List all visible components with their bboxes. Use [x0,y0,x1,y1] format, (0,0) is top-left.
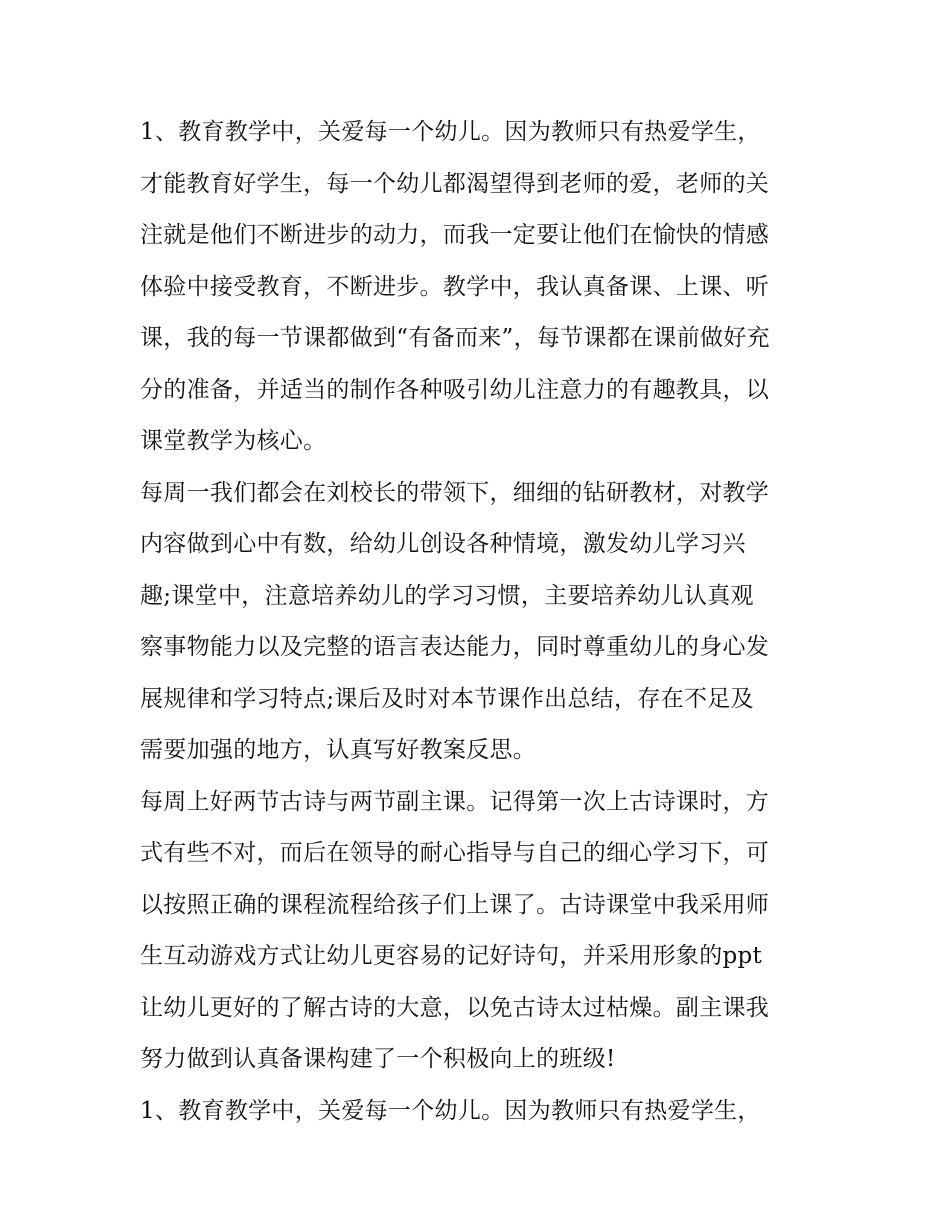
text-line: 努力做到认真备课构建了一个积极向上的班级! [140,1046,616,1072]
text-line: 式有些不对，而后在领导的耐心指导与自己的细心学习下，可 [140,840,770,866]
text-line: 每周上好两节古诗与两节副主课。记得第一次上古诗课时，方 [140,788,770,815]
text-line: 分的准备，并适当的制作各种吸引幼儿注意力的有趣教具，以 [140,376,770,403]
text-line: 1、教育教学中，关爱每一个幼儿。因为教师只有热爱学生， [140,119,761,145]
text-line: 1、教育教学中，关爱每一个幼儿。因为教师只有热爱学生， [140,1097,761,1124]
text-line: 课，我的每一节课都做到“有备而来”，每节课都在课前做好充 [140,325,770,351]
text-line: 需要加强的地方，认真写好教案反思。 [140,737,537,763]
text-line: 趣;课堂中，注意培养幼儿的学习习惯，主要培养幼儿认真观 [140,582,754,609]
text-line: 注就是他们不断进步的动力，而我一定要让他们在愉快的情感 [140,222,770,248]
text-line: 才能教育好学生，每一个幼儿都渴望得到老师的爱，老师的关 [140,170,770,197]
text-line: 每周一我们都会在刘校长的带领下，细细的钻研教材，对教学 [140,479,770,506]
text-line: 课堂教学为核心。 [140,428,327,454]
text-line: 生互动游戏方式让幼儿更容易的记好诗句，并采用形象的ppt [140,943,763,969]
text-line: 让幼儿更好的了解古诗的大意，以免古诗太过枯燥。副主课我 [140,994,770,1021]
text-line: 察事物能力以及完整的语言表达能力，同时尊重幼儿的身心发 [140,634,770,660]
text-line: 内容做到心中有数，给幼儿创设各种情境，激发幼儿学习兴 [140,531,746,557]
text-line: 展规律和学习特点;课后及时对本节课作出总结，存在不足及 [140,685,754,712]
text-line: 体验中接受教育，不断进步。教学中，我认真备课、上课、听 [140,273,770,300]
document-body [140,107,812,1137]
text-line: 以按照正确的课程流程给孩子们上课了。古诗课堂中我采用师 [140,891,770,918]
